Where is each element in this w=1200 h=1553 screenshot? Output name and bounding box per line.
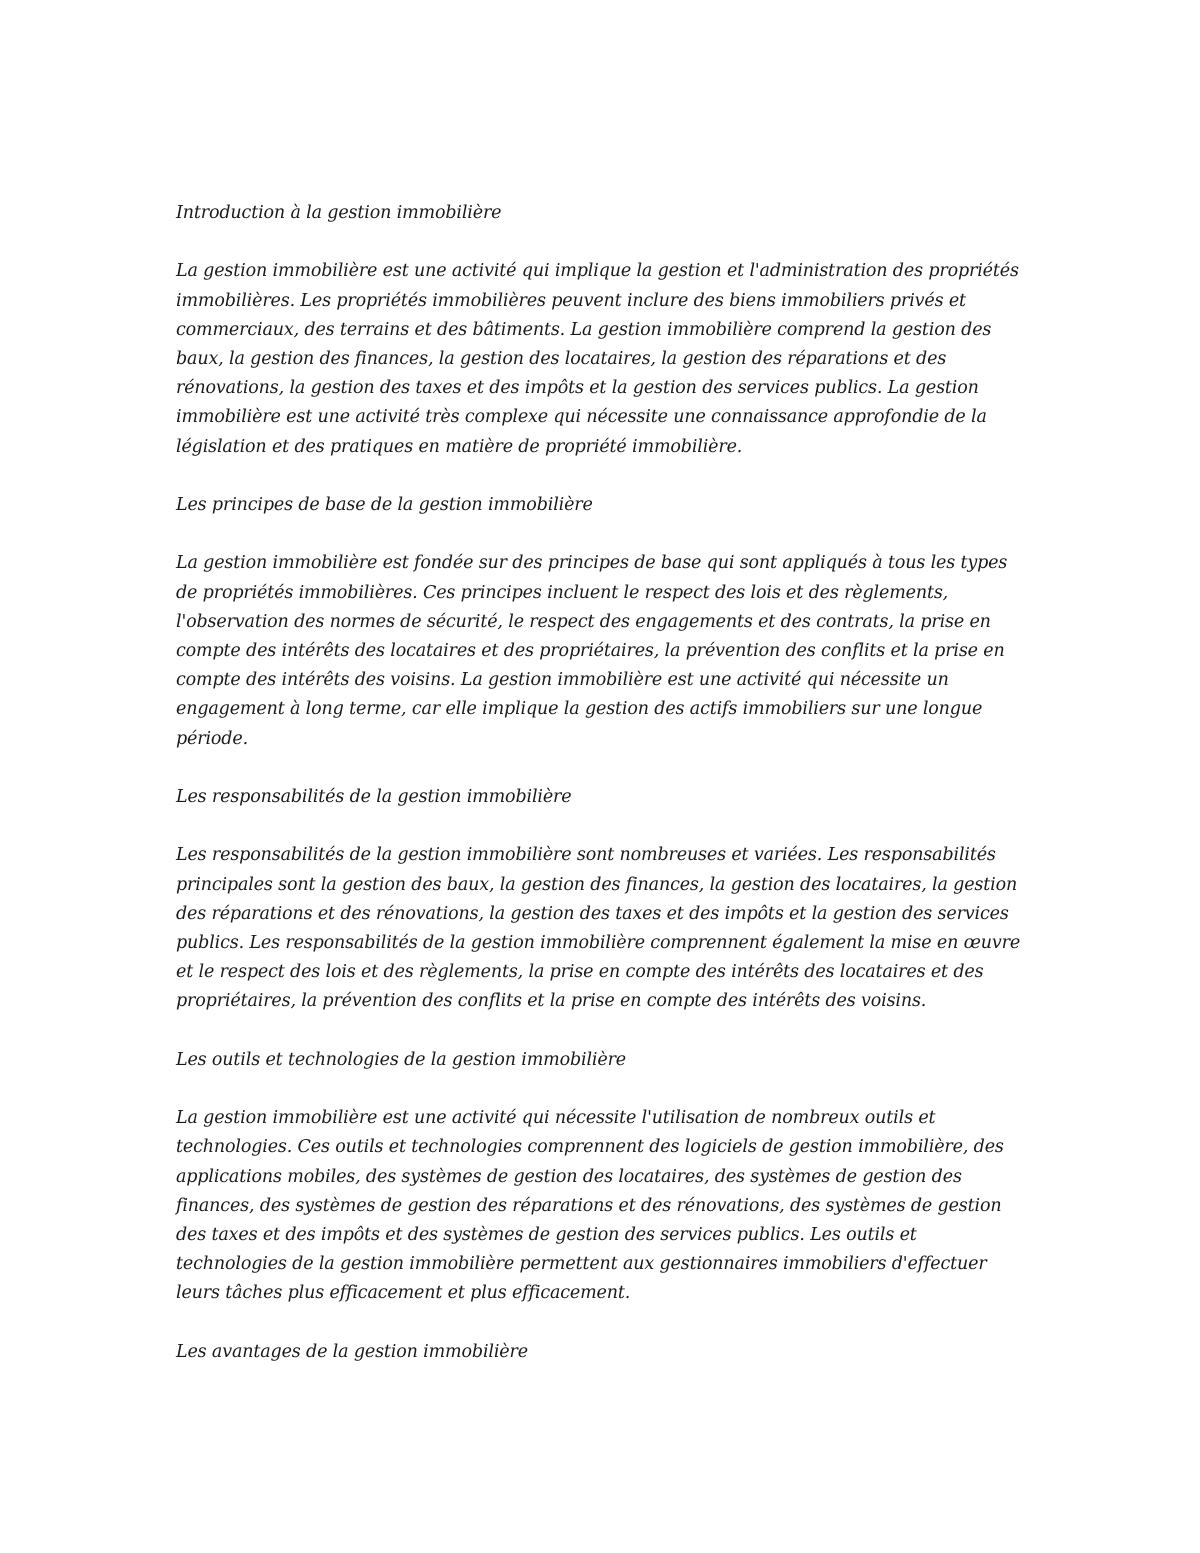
section-paragraph-principes: La gestion immobilière est fondée sur des principes de base qui sont appliqués à tous les types de propriétés immobilières. Ces principes incluent le respect des lois et des règlements, l'observation des normes de sécurité, le respect des engagements et des contrats, la prise en compte des intérêts des locataires et des propriétaires, la prévention des conflits et la prise en compte des intérêts des voisins. La gestion immobilière est une activité qui nécessite un engagement à long terme, car elle implique la gestion des actifs immobiliers sur une longue période.: [176, 553, 1008, 749]
section-heading-introduction: Introduction à la gestion immobilière: [176, 203, 502, 223]
section-heading-responsabilites: Les responsabilités de la gestion immobilière: [176, 787, 572, 807]
section-heading-principes: Les principes de base de la gestion immobilière: [176, 495, 593, 515]
section-paragraph-responsabilites: Les responsabilités de la gestion immobilière sont nombreuses et variées. Les responsabilités principales sont la gestion des baux, la gestion des finances, la gestion des locataires, la gestion des réparations et des rénovations, la gestion des taxes et des impôts et la gestion des services publics. Les responsabilités de la gestion immobilière comprennent également la mise en œuvre et le respect des lois et des règlements, la prise en compte des intérêts des locataires et des propriétaires, la prévention des conflits et la prise en compte des intérêts des voisins.: [176, 845, 1021, 1012]
section-heading-outils: Les outils et technologies de la gestion immobilière: [176, 1049, 626, 1070]
document-body: [176, 199, 1028, 1396]
section-paragraph-outils: La gestion immobilière est une activité qui nécessite l'utilisation de nombreux outils et technologies. Ces outils et technologies comprennent des logiciels de gestion immobilière, des applications mobiles, des systèmes de gestion des locataires, des systèmes de gestion des finances, des systèmes de gestion des réparations et des rénovations, des systèmes de gestion des taxes et des impôts et des systèmes de gestion des services publics. Les outils et technologies de la gestion immobilière permettent aux gestionnaires immobiliers d'effectuer leurs tâches plus efficacement et plus efficacement.: [176, 1108, 1004, 1304]
section-heading-avantages: Les avantages de la gestion immobilière: [176, 1341, 528, 1362]
section-paragraph-introduction: La gestion immobilière est une activité qui implique la gestion et l'administration des propriétés immobilières. Les propriétés immobilières peuvent inclure des biens immobiliers privés et commerciaux, des terrains et des bâtiments. La gestion immobilière comprend la gestion des baux, la gestion des finances, la gestion des locataires, la gestion des réparations et des rénovations, la gestion des taxes et des impôts et la gestion des services publics. La gestion immobilière est une activité très complexe qui nécessite une connaissance approfondie de la législation et des pratiques en matière de propriété immobilière.: [176, 261, 1019, 457]
